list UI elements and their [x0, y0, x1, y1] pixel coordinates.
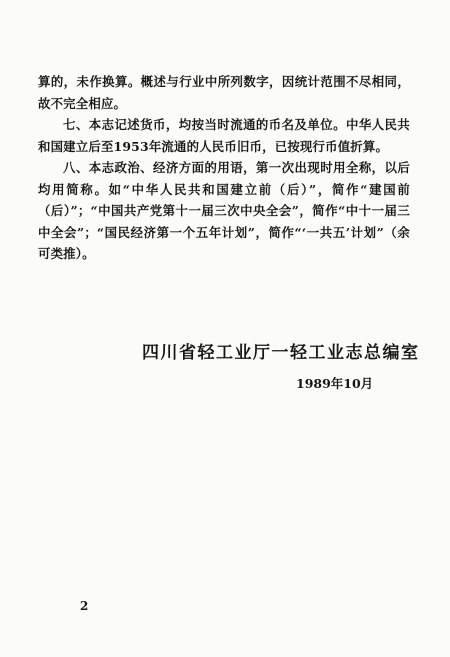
body-paragraph-eight: 八、本志政治、经济方面的用语，第一次出现时用全称，以后均用简称。如“中华人民共和国建立前（后）”，简作“建国前（后）”；“中国共产党第十一届三次中央全会”，简作“中十一届三中全会”；“国民经济第一个五年计划”，简作“‘一共五’计划”（余可类推）。	[38, 160, 410, 261]
body-paragraph-continued: 算的，未作换算。概述与行业中所列数字，因统计范围不尽相同，故不完全相应。	[38, 74, 410, 111]
page-number: 2	[80, 599, 89, 613]
signature-date: 1989年10月	[296, 376, 374, 391]
body-paragraph-seven: 七、本志记述货币，均按当时流通的币名及单位。中华人民共和国建立后至1953年流通的人民币旧币，已按现行币值折算。	[38, 117, 410, 154]
editorial-office-signature: 四川省轻工业厅一轻工业志总编室	[142, 343, 420, 363]
